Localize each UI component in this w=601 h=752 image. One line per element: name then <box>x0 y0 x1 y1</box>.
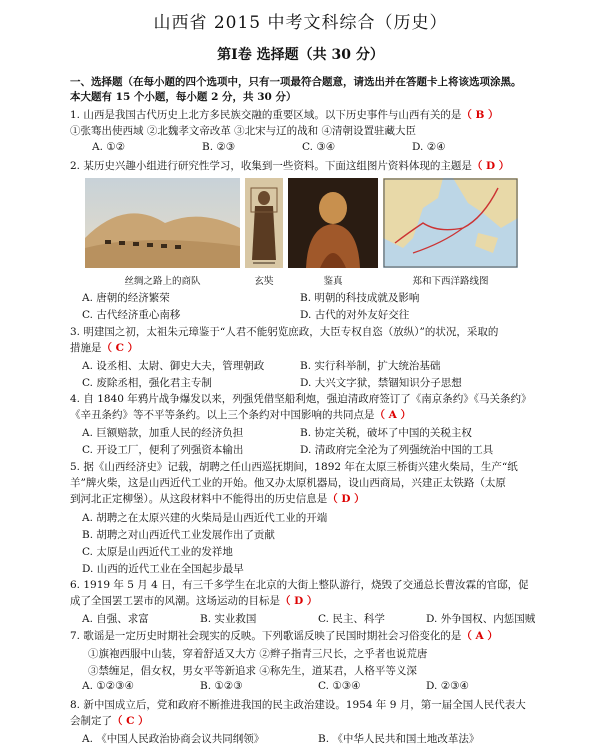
question-1-items: ①张骞出使西域 ②北魏孝文帝改革 ③北宋与辽的战和 ④清朝设置驻藏大臣 <box>70 125 417 137</box>
option-a: A. ①②③④ <box>82 680 134 692</box>
question-7-items-cont: ③禁缠足，倡女权，男女平等新追求 ④称先生，道某君，人格平等义深 <box>88 665 417 677</box>
option-a: A. 自强、求富 <box>82 613 149 625</box>
zheng-he-route-map-image <box>383 178 518 268</box>
option-d: D. ②④ <box>412 141 446 153</box>
option-a: A. 《中国人民政治协商会议共同纲领》 <box>82 733 265 745</box>
question-8-stem: 8. 新中国成立后，党和政府不断推进我国的民主政治建设。1954 年 9 月，第一届全国人民代表大 <box>70 699 526 711</box>
option-b: B. 胡聘之对山西近代工业发展作出了贡献 <box>82 529 275 541</box>
option-b: B. 协定关税，破坏了中国的关税主权 <box>300 427 472 439</box>
xuanzang-image <box>245 178 283 268</box>
option-a: A. 巨额赔款，加重人民的经济负担 <box>82 427 244 439</box>
caption-xuanzang: 玄奘 <box>254 276 274 287</box>
question-6-stem-cont: 成了全国罢工罢市的风潮。这场运动的目标是（ D ） <box>70 595 318 607</box>
option-b: B. 实业救国 <box>200 613 257 625</box>
answer-mark: （ D ） <box>280 595 318 607</box>
option-b: B. ①②③ <box>200 680 243 692</box>
answer-mark: （ C ） <box>101 342 139 354</box>
answer-mark: （ A ） <box>461 630 498 642</box>
question-4-stem: 4. 自 1840 年鸦片战争爆发以来，列强凭借坚船利炮，强迫清政府签订了《南京条约》《马关条约》 <box>70 393 532 405</box>
option-d: D. 山西的近代工业在全国起步最早 <box>82 563 244 575</box>
option-c: C. 古代经济重心南移 <box>82 309 181 321</box>
answer-mark: （ D ） <box>327 493 365 505</box>
option-b: B. 实行科举制，扩大统治基础 <box>300 360 441 372</box>
option-a: A. 设丞相、太尉、御史大夫，管理朝政 <box>82 360 265 372</box>
option-b: B. ②③ <box>202 141 236 153</box>
option-d: D. ②③④ <box>426 680 469 692</box>
silk-road-caravan-image <box>85 178 240 268</box>
question-7-items: ①旗袍西服中山装，穿着舒适又大方 ②辫子指青三尺长，之乎者也说荒唐 <box>88 648 428 660</box>
question-3-stem-cont: 措施是（ C ） <box>70 342 139 354</box>
section-title: 第Ⅰ卷 选择题（共 30 分） <box>217 47 384 63</box>
answer-mark: （ A ） <box>374 409 411 421</box>
instructions-line-2: 本大题有 15 个小题，每小题 2 分，共 30 分） <box>70 91 297 103</box>
question-6-stem: 6. 1919 年 5 月 4 日，有三千多学生在北京的大街上整队游行，烧毁了交通总长曹汝霖的官邸，促 <box>70 579 529 591</box>
caption-zheng-he: 郑和下西洋路线图 <box>412 276 489 287</box>
option-d: D. 大兴文字狱，禁锢知识分子思想 <box>300 377 462 389</box>
question-7-stem: 7. 歌谣是一定历史时期社会现实的反映。下列歌谣反映了民国时期社会习俗变化的是（ A ） <box>70 630 498 642</box>
answer-mark: （ D ） <box>471 160 510 172</box>
option-c: C. 开设工厂，便利了列强资本输出 <box>82 444 244 456</box>
answer-mark: （ C ） <box>112 715 149 727</box>
caption-silk-road: 丝绸之路上的商队 <box>124 276 201 287</box>
question-8-stem-cont: 会制定了（ C ） <box>70 715 149 727</box>
question-5-stem-cont: 羊”牌火柴，这是山西近代工业的开始。他又办太原机器局，设山西商局，兴建正太铁路（太原 <box>70 477 506 489</box>
option-d: D. 外争国权、内惩国贼 <box>426 613 536 625</box>
instructions-line-1: 一、选择题（在每小题的四个选项中，只有一项最符合题意，请选出并在答题卡上将该选项涂黑。 <box>70 76 522 88</box>
option-b: B. 明朝的科技成就及影响 <box>300 292 420 304</box>
question-5-stem: 5. 据《山西经济史》记载，胡聘之任山西巡抚期间，1892 年在太原三桥街兴建火柴局，生产“纸 <box>70 461 518 473</box>
option-a: A. 胡聘之在太原兴建的火柴局是山西近代工业的开端 <box>82 512 328 524</box>
option-d: D. 古代的对外友好交往 <box>300 309 410 321</box>
option-c: C. 民主、科学 <box>318 613 385 625</box>
caption-jianzhen: 鉴真 <box>323 276 343 287</box>
question-2-stem: 2. 某历史兴趣小组进行研究性学习，收集到一些资料。下面这组图片资料体现的主题是（ D ） <box>70 160 510 172</box>
question-4-stem-cont: 《辛丑条约》等不平等条约。以上三个条约对中国影响的共同点是（ A ） <box>70 409 411 421</box>
page-title: 山西省 2015 中考文科综合（历史） <box>153 13 448 33</box>
option-d: D. 清政府完全沦为了列强统治中国的工具 <box>300 444 494 456</box>
option-c: C. ①③④ <box>318 680 361 692</box>
option-c: C. 废除丞相，强化君主专制 <box>82 377 212 389</box>
option-c: C. ③④ <box>302 141 336 153</box>
question-1-stem: 1. 山西是我国古代历史上北方多民族交融的重要区域。以下历史事件与山西有关的是（ B ） <box>70 109 499 121</box>
option-c: C. 太原是山西近代工业的发祥地 <box>82 546 233 558</box>
answer-mark: （ B ） <box>461 109 499 121</box>
option-a: A. ①② <box>92 141 126 153</box>
option-a: A. 唐朝的经济繁荣 <box>82 292 170 304</box>
question-3-stem: 3. 明建国之初，太祖朱元璋鉴于“人君不能躬览庶政，大臣专权自恣（放纵）”的状况，采取的 <box>70 326 499 338</box>
question-5-stem-cont2: 到河北正定柳堡）。从这段材料中不能得出的历史信息是（ D ） <box>70 493 365 505</box>
option-b: B. 《中华人民共和国土地改革法》 <box>318 733 480 745</box>
jianzhen-statue-image <box>288 178 378 268</box>
